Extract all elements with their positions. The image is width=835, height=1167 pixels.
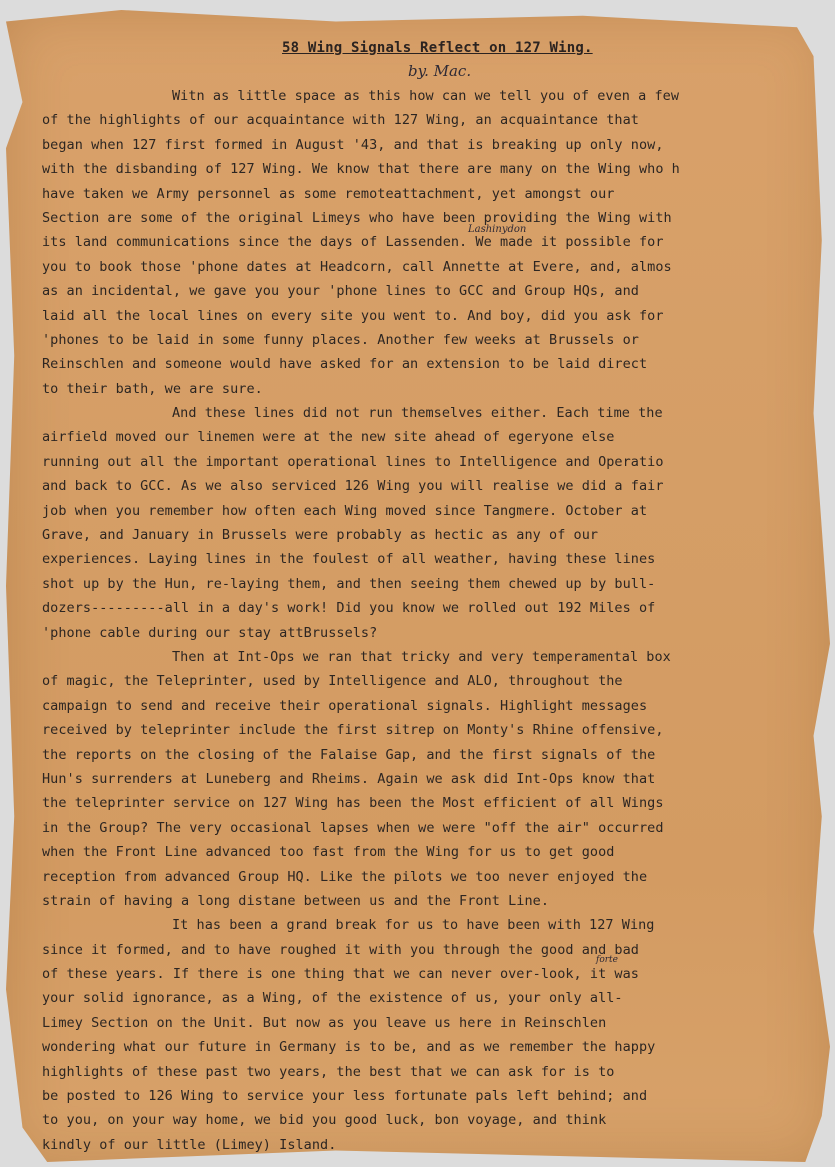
text-line: to their bath, we are sure.	[42, 380, 263, 397]
text-line: Grave, and January in Brussels were probably as hectic as any of our	[42, 527, 599, 544]
text-line: It has been a grand break for us to have been with 127 Wing	[172, 917, 655, 934]
document-title: 58 Wing Signals Reflect on 127 Wing.	[282, 40, 593, 56]
text-line: experiences. Laying lines in the foulest of all weather, having these lines	[42, 551, 656, 568]
text-line: shot up by the Hun, re-laying them, and then seeing them chewed up by bull-	[42, 575, 656, 592]
text-line: its land communications since the days of Lassenden. We made it possible for	[42, 234, 664, 251]
text-line: dozers---------all in a day's work! Did you know we rolled out 192 Miles of	[42, 600, 656, 617]
text-line: And these lines did not run themselves either. Each time the	[172, 405, 663, 422]
text-line: of the highlights of our acquaintance with 127 Wing, an acquaintance that	[42, 112, 639, 129]
author-byline: by. Mac.	[408, 62, 472, 80]
text-line: the teleprinter service on 127 Wing has been the Most efficient of all Wings	[42, 795, 664, 812]
text-line: when the Front Line advanced too fast from the Wing for us to get good	[42, 844, 615, 861]
text-line: received by teleprinter include the first sitrep on Monty's Rhine offensive,	[42, 722, 664, 739]
text-line: Witn as little space as this how can we tell you of even a few	[172, 88, 680, 104]
text-line: have taken we Army personnel as some remoteattachment, yet amongst our	[42, 185, 615, 202]
handwritten-correction-forte: forte	[596, 955, 618, 965]
text-line: Reinschlen and someone would have asked for an extension to be laid direct	[42, 356, 648, 373]
text-line: began when 127 first formed in August '43, and that is breaking up only now,	[42, 136, 664, 153]
text-line: airfield moved our linemen were at the new site ahead of egeryone else	[42, 429, 615, 446]
text-line: laid all the local lines on every site you went to. And boy, did you ask for	[42, 307, 664, 324]
text-line: campaign to send and receive their operational signals. Highlight messages	[42, 697, 648, 714]
text-line: Limey Section on the Unit. But now as you leave us here in Reinschlen	[42, 1014, 607, 1031]
text-line: be posted to 126 Wing to service your less fortunate pals left behind; and	[42, 1088, 648, 1105]
text-line: running out all the important operational lines to Intelligence and Operatio	[42, 453, 664, 470]
text-line: Section are some of the original Limeys who have been providing the Wing with	[42, 209, 672, 226]
text-line: 'phones to be laid in some funny places. Another few weeks at Brussels or	[42, 331, 639, 348]
text-line: Hun's surrenders at Luneberg and Rheims. Again we ask did Int-Ops know that	[42, 770, 656, 787]
text-line: of magic, the Teleprinter, used by Intelligence and ALO, throughout the	[42, 673, 623, 690]
text-line: job when you remember how often each Wing moved since Tangmere. October at	[42, 502, 648, 519]
text-line: reception from advanced Group HQ. Like the pilots we too never enjoyed the	[42, 868, 648, 885]
text-line: as an incidental, we gave you your 'phone lines to GCC and Group HQs, and	[42, 283, 639, 300]
text-line: kindly of our little (Limey) Island.	[42, 1136, 337, 1153]
text-line: in the Group? The very occasional lapses when we were "off the air" occurred	[42, 819, 664, 836]
text-line: with the disbanding of 127 Wing. We know that there are many on the Wing who h	[42, 161, 680, 178]
text-line: highlights of these past two years, the best that we can ask for is to	[42, 1063, 615, 1080]
text-line: wondering what our future in Germany is to be, and as we remember the happy	[42, 1039, 656, 1056]
text-line: of these years. If there is one thing that we can never over-look, it was	[42, 966, 639, 983]
text-line: the reports on the closing of the Falaise Gap, and the first signals of the	[42, 746, 656, 763]
text-line: strain of having a long distane between us and the Front Line.	[42, 892, 550, 909]
handwritten-correction-lashinydon: Lashinydon	[468, 224, 527, 235]
text-line: your solid ignorance, as a Wing, of the existence of us, your only all-	[42, 990, 623, 1007]
text-line: to you, on your way home, we bid you good luck, bon voyage, and think	[42, 1112, 607, 1129]
text-line: Then at Int-Ops we ran that tricky and very temperamental box	[172, 648, 671, 665]
text-line: 'phone cable during our stay attBrussels?	[42, 624, 378, 641]
document-body	[42, 84, 832, 1157]
text-line: you to book those 'phone dates at Headcorn, call Annette at Evere, and, almos	[42, 258, 672, 275]
text-line: since it formed, and to have roughed it with you through the good and bad	[42, 941, 639, 958]
text-line: and back to GCC. As we also serviced 126 Wing you will realise we did a fair	[42, 478, 664, 495]
